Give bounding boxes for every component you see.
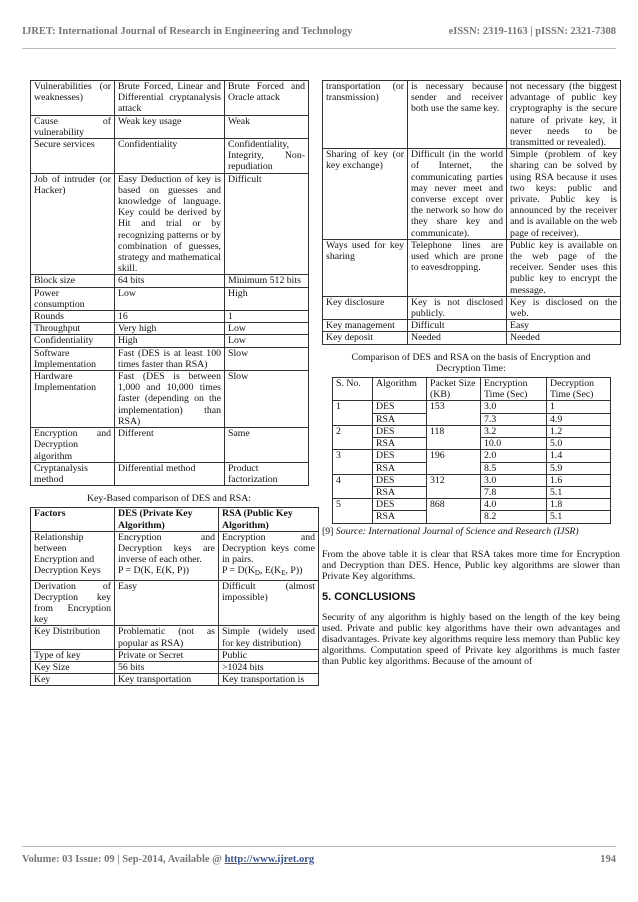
table-cell: Key disclosure — [323, 296, 408, 319]
table-cell: Key Size — [31, 661, 115, 673]
table-cell: Slow — [225, 371, 309, 428]
paragraph-conclusions: Security of any algorithm is highly based on the length of the key being used. Private and public key algorithms have their own advantages and disadvantages. Private key algorithms require less memory than Public key algorithms. Computation speed of Private key algorithms is much faster than Public key algorithms. Because of the amount of — [322, 611, 620, 668]
table-cell: Public key is available on the web page of the receiver. Sender uses this public key to encrypt the message. — [507, 239, 621, 296]
table-cell: 10.0 — [481, 438, 547, 450]
table-row — [31, 428, 309, 463]
table-cell: Easy Deduction of key is based on guesses and knowledge of language. Key could be derived by Hit and trial or by recognizing patterns or by combination of guesses, strategy and mathematical skill. — [115, 173, 225, 275]
table-cell: not necessary (the biggest advantage of public key cryptography is the secure nature of private key, it never needs to be transmitted or revealed). — [507, 81, 621, 149]
table-cell — [115, 531, 219, 580]
table-row — [31, 649, 319, 661]
table-cell: 5.1 — [547, 486, 611, 498]
table-cell: Private or Secret — [115, 649, 219, 661]
table-cell: DES — [373, 401, 427, 413]
table-cell: Easy — [115, 580, 219, 626]
table-cell: Simple (problem of key sharing can be solved by using RSA because it uses two keys: public and private. Public key is announced by the receiver and is available on the web page of receiver). — [507, 149, 621, 240]
left-column — [30, 80, 315, 686]
table-cell: Differential method — [115, 462, 225, 485]
table-cell: Weak — [225, 115, 309, 138]
header-cell: DES (Private Key Algorithm) — [115, 508, 219, 531]
table-cell: 1.2 — [547, 425, 611, 437]
table-row — [323, 149, 621, 240]
cell-text: Encryption and Decryption keys come in pairs. — [222, 531, 315, 566]
table-cell: 3.0 — [481, 474, 547, 486]
table-cell: Vulnerabilities (or weaknesses) — [31, 81, 115, 116]
table-row — [31, 335, 309, 347]
table-row — [333, 401, 611, 413]
table-cell: 5.0 — [547, 438, 611, 450]
table-cell: 8.2 — [481, 511, 547, 523]
timing-caption: Comparison of DES and RSA on the basis of Encryption and Decryption Time: — [351, 351, 591, 374]
des-formula: P = D(K, E(K, P)) — [118, 565, 190, 577]
table-cell: 5 — [333, 499, 373, 523]
table-row — [31, 347, 309, 370]
table-row — [323, 320, 621, 332]
table-header-row — [333, 378, 611, 401]
table-row — [31, 139, 309, 174]
table-row — [31, 626, 319, 649]
table-cell: RSA — [373, 438, 427, 450]
header-cell: Encryption Time (Sec) — [481, 378, 547, 401]
table-cell: Brute Forced and Oracle attack — [225, 81, 309, 116]
table-cell: Cause of vulnerability — [31, 115, 115, 138]
table-cell: 56 bits — [115, 661, 219, 673]
page-footer — [22, 846, 616, 865]
table-cell: Product factorization — [225, 462, 309, 485]
table-cell: Very high — [115, 323, 225, 335]
table-row — [31, 661, 319, 673]
table-cell: Public — [219, 649, 319, 661]
table-row — [31, 674, 319, 686]
table-cell: Throughput — [31, 323, 115, 335]
table-cell: 7.3 — [481, 413, 547, 425]
table-cell: 64 bits — [115, 275, 225, 287]
table-row — [31, 371, 309, 428]
table-cell: Brute Forced, Linear and Differential cryptanalysis attack — [115, 81, 225, 116]
table-row — [323, 296, 621, 319]
table-cell: Low — [115, 287, 225, 310]
table-cell: Key is not disclosed publicly. — [408, 296, 507, 319]
table-cell: 1.6 — [547, 474, 611, 486]
table-cell: Low — [225, 335, 309, 347]
table-cell: Key is disclosed on the web. — [507, 296, 621, 319]
key-based-table-continued — [322, 80, 621, 345]
table-cell: Confidentiality — [31, 335, 115, 347]
table-cell: 1 — [225, 311, 309, 323]
table-cell: Ways used for key sharing — [323, 239, 408, 296]
header-cell: RSA (Public Key Algorithm) — [219, 508, 319, 531]
table-cell: Job of intruder (or Hacker) — [31, 173, 115, 275]
table-cell: Different — [115, 428, 225, 463]
table-cell: 2.0 — [481, 450, 547, 462]
table-cell: Key transportation is — [219, 674, 319, 686]
table-cell: 4.0 — [481, 499, 547, 511]
table-cell: DES — [373, 450, 427, 462]
table-cell: Minimum 512 bits — [225, 275, 309, 287]
table-cell: RSA — [373, 462, 427, 474]
table-cell: Key transportation — [115, 674, 219, 686]
table-cell: Derivation of Decryption key from Encryption key — [31, 580, 115, 626]
table-row — [31, 462, 309, 485]
table-cell: 1.8 — [547, 499, 611, 511]
table-cell: 153 — [427, 401, 481, 425]
table-row — [31, 531, 319, 580]
table-cell: Telephone lines are used which are prone to eavesdropping. — [408, 239, 507, 296]
table-cell: Hardware Implementation — [31, 371, 115, 428]
table-cell: Type of key — [31, 649, 115, 661]
table-cell: 5.1 — [547, 511, 611, 523]
table-cell: High — [115, 335, 225, 347]
table-cell: DES — [373, 474, 427, 486]
table-row — [31, 323, 309, 335]
table-cell: 5.9 — [547, 462, 611, 474]
table-cell: >1024 bits — [219, 661, 319, 673]
table-cell: Block size — [31, 275, 115, 287]
table-cell: 1 — [547, 401, 611, 413]
table-row — [323, 332, 621, 344]
table-row — [31, 287, 309, 310]
table-cell: 312 — [427, 474, 481, 498]
table-row — [31, 115, 309, 138]
paragraph-results: From the above table it is clear that RSA takes more time for Encryption and Decryption than DES. Hence, Public key algorithms are slower than Private Key algorithms. — [322, 548, 620, 583]
table-cell: Key Distribution — [31, 626, 115, 649]
table-cell: Relationship between Encryption and Decryption Keys — [31, 531, 115, 580]
table-cell: Key management — [323, 320, 408, 332]
table-cell: Difficult (in the world of Internet, the communicating parties may never meet and converse except over the network so how do they share key and communicate). — [408, 149, 507, 240]
cell-text: Encryption and Decryption keys are inverse of each other. — [118, 531, 215, 566]
key-based-table — [30, 507, 319, 686]
table-cell: DES — [373, 499, 427, 511]
right-column — [322, 80, 620, 668]
table-cell: Confidentiality — [115, 139, 225, 174]
journal-link[interactable]: http://www.ijret.org — [224, 854, 315, 865]
table-cell: Fast (DES is at least 100 times faster than RSA) — [115, 347, 225, 370]
table-cell: Simple (widely used for key distribution) — [219, 626, 319, 649]
key-based-caption: Key-Based comparison of DES and RSA: — [86, 493, 252, 505]
table-cell: Difficult — [225, 173, 309, 275]
table-row — [323, 81, 621, 149]
timing-table — [332, 377, 611, 523]
table-cell: Difficult — [408, 320, 507, 332]
table-row — [31, 311, 309, 323]
table-cell: Software Implementation — [31, 347, 115, 370]
table-cell: High — [225, 287, 309, 310]
table-cell: Fast (DES is between 1,000 and 10,000 times faster (depending on the implementation) than RSA) — [115, 371, 225, 428]
table-row — [31, 81, 309, 116]
table-cell: 868 — [427, 499, 481, 523]
des-rsa-comparison-table — [30, 80, 309, 486]
table-cell: 3.0 — [481, 401, 547, 413]
table-cell: Encryption and Decryption algorithm — [31, 428, 115, 463]
header-cell: Decryption Time (Sec) — [547, 378, 611, 401]
table-cell: 118 — [427, 425, 481, 449]
table-cell: Needed — [408, 332, 507, 344]
table-cell: RSA — [373, 486, 427, 498]
table-cell: 7.8 — [481, 486, 547, 498]
rsa-formula: $P = D(K_D$, $E(K_E$, P)) — [222, 565, 303, 578]
table-row — [31, 580, 319, 626]
table-cell: Secure services — [31, 139, 115, 174]
table-row — [31, 275, 309, 287]
issn-text: eISSN: 2319-1163 | pISSN: 2321-7308 — [448, 26, 616, 37]
table-cell: 3 — [333, 450, 373, 474]
table-row — [333, 474, 611, 486]
footer-volume: Volume: 03 Issue: 09 | Sep-2014, Available @ http://www.ijret.org — [22, 854, 315, 865]
table-cell — [219, 531, 319, 580]
journal-title: IJRET: International Journal of Research in Engineering and Technology — [22, 26, 353, 37]
table-cell: Key — [31, 674, 115, 686]
table-cell: 8.5 — [481, 462, 547, 474]
page-number: 194 — [600, 854, 616, 865]
table-cell: Rounds — [31, 311, 115, 323]
table-header-row — [31, 508, 319, 531]
table-cell: Easy — [507, 320, 621, 332]
table-cell: Difficult (almost impossible) — [219, 580, 319, 626]
table-cell: is necessary because sender and receiver both use the same key. — [408, 81, 507, 149]
section-heading: 5. CONCLUSIONS — [322, 591, 416, 604]
table-cell: Same — [225, 428, 309, 463]
table-cell: Low — [225, 323, 309, 335]
table-row — [333, 450, 611, 462]
table-cell: DES — [373, 425, 427, 437]
table-cell: 4.9 — [547, 413, 611, 425]
table-cell: Sharing of key (or key exchange) — [323, 149, 408, 240]
table-cell: 1.4 — [547, 450, 611, 462]
header-cell: Algorithm — [373, 378, 427, 401]
header-cell: S. No. — [333, 378, 373, 401]
table-cell: Slow — [225, 347, 309, 370]
table-cell: Power consumption — [31, 287, 115, 310]
table-cell: Needed — [507, 332, 621, 344]
source-note: [9] Source: International Journal of Science and Research (IJSR) — [322, 525, 579, 537]
table-cell: RSA — [373, 413, 427, 425]
table-cell: Problematic (not as popular as RSA) — [115, 626, 219, 649]
table-cell: 2 — [333, 425, 373, 449]
table-cell: 1 — [333, 401, 373, 425]
table-cell: Confidentiality, Integrity, Non-repudiation — [225, 139, 309, 174]
table-cell: transportation (or transmission) — [323, 81, 408, 149]
page-header — [22, 26, 616, 49]
table-cell: RSA — [373, 511, 427, 523]
table-row — [323, 239, 621, 296]
table-cell: Cryptanalysis method — [31, 462, 115, 485]
header-cell: Packet Size (KB) — [427, 378, 481, 401]
header-cell: Factors — [31, 508, 115, 531]
table-cell: 3.2 — [481, 425, 547, 437]
table-row — [31, 173, 309, 275]
table-cell: 16 — [115, 311, 225, 323]
table-cell: 196 — [427, 450, 481, 474]
table-row — [333, 499, 611, 511]
table-cell: Key deposit — [323, 332, 408, 344]
table-cell: Weak key usage — [115, 115, 225, 138]
table-row — [333, 425, 611, 437]
table-cell: 4 — [333, 474, 373, 498]
